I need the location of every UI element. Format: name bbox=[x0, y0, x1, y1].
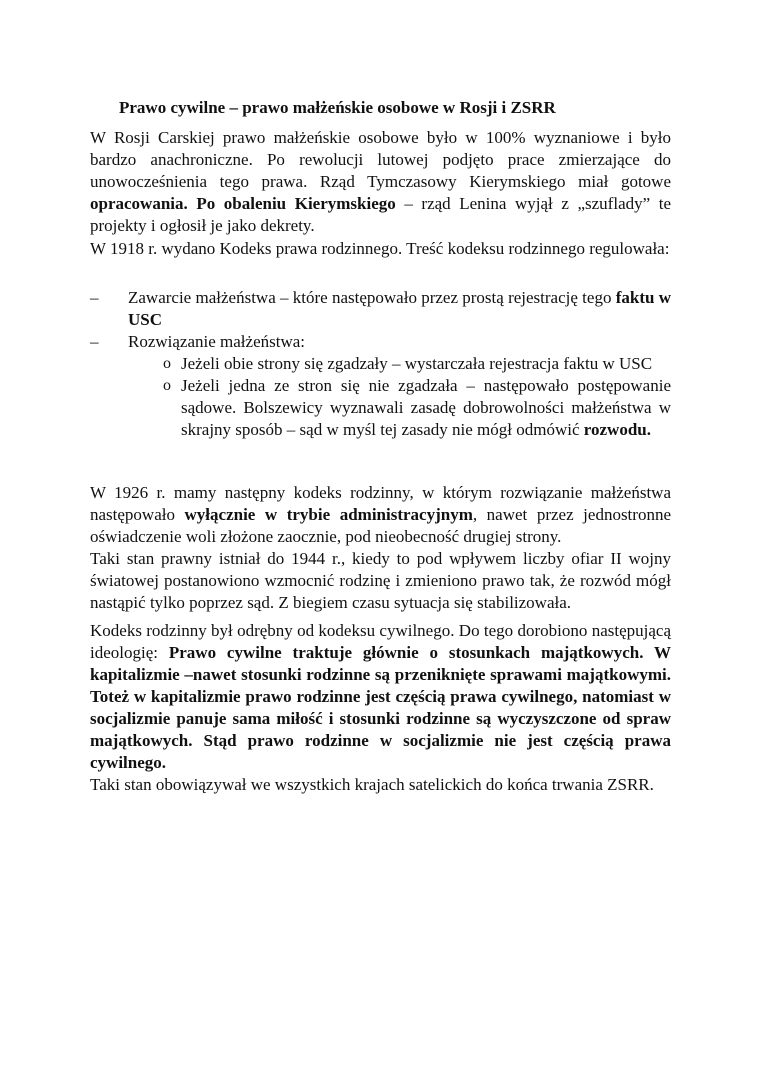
bullet-marker: o bbox=[163, 377, 171, 394]
regulation-list bbox=[90, 287, 671, 441]
document-title: Prawo cywilne – prawo małżeńskie osobowe w Rosji i ZSRR bbox=[119, 98, 556, 117]
list-item-text: Zawarcie małżeństwa – które następowało przez prostą rejestrację tego bbox=[128, 288, 616, 307]
bullet-marker: o bbox=[163, 355, 171, 372]
paragraph-bold-text: Prawo cywilne traktuje głównie o stosunkach majątkowych. W kapitalizmie –nawet stosunki rodzinne są przeniknięte sprawami majątkowymi. Toteż w kapitalizmie prawo rodzinne jest częścią prawa cywilnego, natomiast w socjalizmie panuje sama miłość i stosunki rodzinne są wyczyszczone od spraw majątkowych. Stąd prawo rodzinne w socjalizmie nie jest częścią prawa cywilnego. bbox=[90, 643, 671, 772]
sublist-item-text: Jeżeli obie strony się zgadzały – wystarczała rejestracja faktu w USC bbox=[181, 354, 653, 373]
list-item-text: Rozwiązanie małżeństwa: bbox=[128, 332, 306, 351]
paragraph-tsarist-law bbox=[90, 127, 671, 237]
paragraph-bold-text: opracowania. Po obaleniu Kierymskiego bbox=[90, 194, 396, 213]
divorce-sublist bbox=[128, 353, 671, 441]
paragraph-bold-text: wyłącznie w trybie administracyjnym bbox=[184, 505, 473, 524]
paragraph-text: W Rosji Carskiej prawo małżeńskie osobowe było w 100% wyznaniowe i było bardzo anachroniczne. Po rewolucji lutowej podjęto prace zmierzające do unowocześnienia tego prawa. Rząd Tymczasowy Kierymskiego miał gotowe bbox=[90, 128, 671, 191]
paragraph-text: W 1926 r. mamy następny kodeks rodzinny, w którym rozwiązanie małżeństwa następowało bbox=[90, 483, 671, 524]
sublist-item-bold-text: rozwodu. bbox=[583, 420, 651, 439]
paragraph-ideology bbox=[90, 620, 671, 774]
paragraph-1918-code: W 1918 r. wydano Kodeks prawa rodzinnego. Treść kodeksu rodzinnego regulowała: bbox=[90, 239, 670, 258]
sublist-item-disagreement bbox=[128, 375, 671, 441]
list-item-marriage bbox=[90, 287, 671, 331]
paragraph-satellite-states: Taki stan obowiązywał we wszystkich krajach satelickich do końca trwania ZSRR. bbox=[90, 775, 654, 794]
dash-marker: – bbox=[90, 332, 99, 351]
paragraph-1926-code bbox=[90, 482, 671, 548]
sublist-item-agreement bbox=[128, 353, 671, 375]
sublist-item-text: Jeżeli jedna ze stron się nie zgadzała – następowało postępowanie sądowe. Bolszewicy wyznawali zasadę dobrowolności małżeństwa w skrajny sposób – sąd w myśl tej zasady nie mógł odmówić bbox=[181, 376, 671, 439]
paragraph-text: , nawet przez jednostronne oświadczenie woli złożone zaocznie, pod nieobecność drugiej strony. bbox=[90, 505, 671, 546]
list-item-divorce bbox=[90, 331, 671, 441]
list-item-bold-text: faktu w USC bbox=[128, 288, 671, 329]
paragraph-text: – rząd Lenina wyjął z „szuflady” te projekty i ogłosił je jako dekrety. bbox=[90, 194, 672, 235]
dash-marker: – bbox=[90, 288, 99, 307]
paragraph-text: Kodeks rodzinny był odrębny od kodeksu cywilnego. Do tego dorobiono następującą ideologię: bbox=[90, 621, 671, 662]
paragraph-1944: Taki stan prawny istniał do 1944 r., kiedy to pod wpływem liczby ofiar II wojny światowej postanowiono wzmocnić rodzinę i zmieniono prawo tak, że rozwód mógł nastąpić tylko poprzez sąd. Z biegiem czasu sytuacja się stabilizowała. bbox=[90, 549, 671, 612]
